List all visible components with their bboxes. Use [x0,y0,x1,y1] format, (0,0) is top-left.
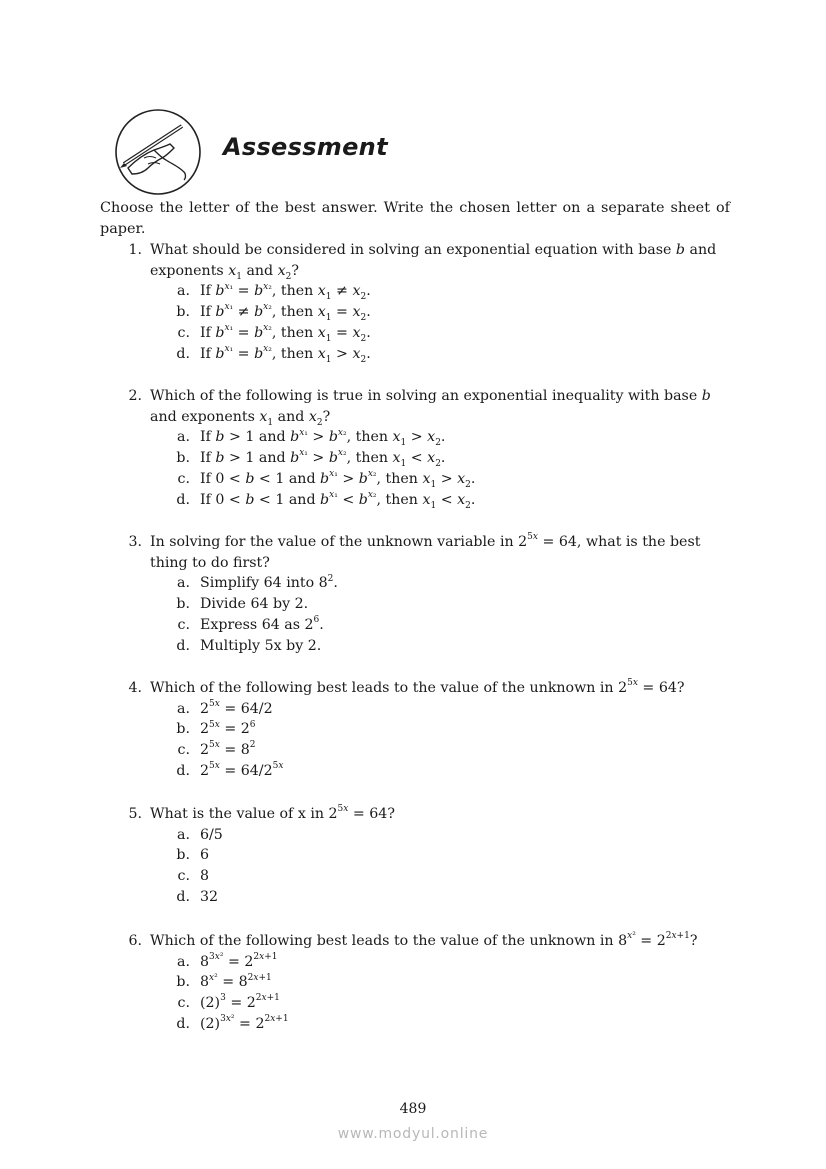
question-1 [100,240,732,364]
option-c: c. $(2)^3 = 2^{2x+1}$ [177,993,280,1012]
option-c: c. If $b^{x_1} = b^{x_2}$, then $x_1 = x_2$. [177,323,371,344]
hand-writing-icon [114,108,202,196]
question-3 [100,532,732,656]
option-b: b. $8^{x^2} = 8^{2x+1}$ [176,972,272,991]
question-text: Which of the following best leads to the value of the unknown in $2^{5x} = 64$? [150,678,685,696]
option-b: b. 6 [176,847,210,864]
option-d: d. 32 [176,888,219,905]
option-b: b. If b > 1 and $b^{x_1} > b^{x_2}$, then $x_1 < x_2$. [176,448,446,469]
watermark: www.modyul.online [337,1126,489,1142]
option-c: c. 8 [177,868,210,885]
question-number: 2. [128,388,142,404]
option-a: a. If $b^{x_1} = b^{x_2}$, then $x_1 \ne x_2$. [177,281,371,303]
question-text: In solving for the value of the unknown variable in $2^{5x} = 64$, what is the best thing to do first? [150,532,701,571]
option-a: a. $8^{3x^2} = 2^{2x+1}$ [177,951,278,970]
option-b: b. Divide 64 by 2. [176,596,309,613]
option-d: d. If $b^{x_1} = b^{x_2}$, then $x_1 > x_2$. [176,343,371,365]
option-d: d. $2^{5x} = 64/2^{5x}$ [176,761,284,779]
question-text: What should be considered in solving an exponential equation with base b and exponents $x_1$ and $x_2$? [150,242,717,282]
option-c: c. Express 64 as $2^6$. [177,615,324,633]
option-a: a. Simplify 64 into $8^2$. [177,573,338,592]
question-number: 4. [128,680,142,696]
question-4 [100,678,732,782]
option-a: a. If b > 1 and $b^{x_1} > b^{x_2}$, then $x_1 > x_2$. [177,427,446,449]
question-number: 3. [128,534,142,550]
question-text: What is the value of x in $2^{5x} = 64$? [150,804,395,822]
question-number: 6. [128,933,142,949]
option-b: b. $2^{5x} = 2^6$ [176,719,256,738]
question-5 [100,804,732,908]
option-a: a. 6/5 [177,826,223,843]
question-2 [100,386,732,510]
question-text: Which of the following best leads to the value of the unknown in $8^{x^2} = 2^{2x+1}$? [150,931,698,949]
page-number: 489 [399,1101,427,1117]
instructions: Choose the letter of the best answer. Write the chosen letter on a separate sheet of paper. [100,200,730,237]
option-a: a. $2^{5x} = 64/2$ [177,698,273,717]
option-d: d. If 0 < b < 1 and $b^{x_1} < b^{x_2}$, then $x_1 < x_2$. [176,489,476,511]
question-number: 1. [128,242,142,258]
option-d: d. $(2)^{3x^2} = 2^{2x+1}$ [176,1014,289,1032]
option-d: d. Multiply 5x by 2. [176,637,322,654]
question-6 [100,931,732,1035]
question-number: 5. [128,806,142,822]
question-text: Which of the following is true in solving an exponential inequality with base b and exponents $x_1$ and $x_2$? [150,388,711,428]
option-c: c. If 0 < b < 1 and $b^{x_1} > b^{x_2}$, then $x_1 > x_2$. [177,469,476,490]
option-b: b. If $b^{x_1} \ne b^{x_2}$, then $x_1 = x_2$. [176,302,371,323]
option-c: c. $2^{5x} = 8^2$ [177,740,256,759]
page-title: Assessment [223,133,388,161]
